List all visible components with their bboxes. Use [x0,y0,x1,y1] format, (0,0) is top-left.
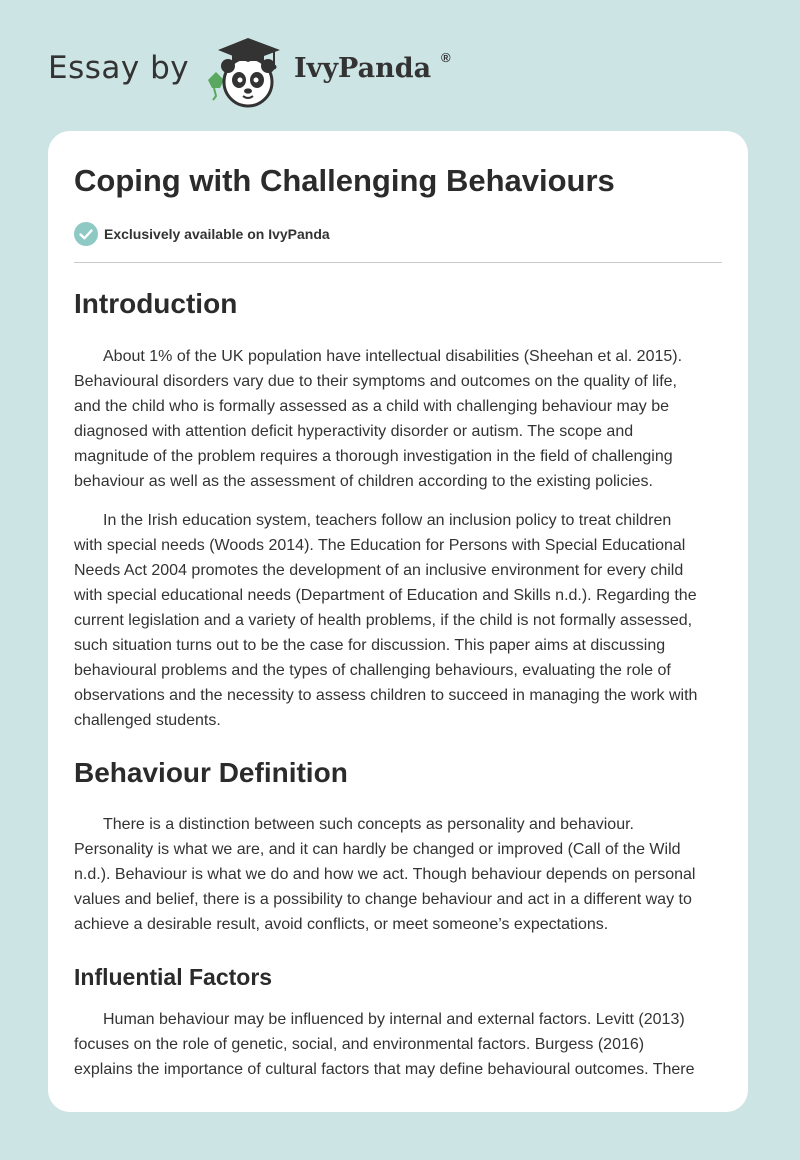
paragraph-line: and the child who is formally assessed as a child with challenging behaviour may be [74,398,669,415]
paragraph-line: with special needs (Woods 2014). The Education for Persons with Special Educational [74,537,686,554]
brand-prefix: Essay by [48,50,190,86]
paragraph-line: explains the importance of cultural factors that may define behavioural outcomes. There [74,1061,695,1078]
paragraph-line: current legislation and a variety of health problems, if the child is not formally assessed, [74,612,693,629]
paragraph-line: behaviour as well as the assessment of children according to the existing policies. [74,473,653,490]
paragraph-line: observations and the necessity to assess children to succeed in managing the work with [74,687,698,704]
paragraph-line: n.d.). Behaviour is what we do and how we act. Though behaviour depends on personal [74,866,696,883]
paragraph-line: Human behaviour may be influenced by internal and external factors. Levitt (2013) [103,1011,685,1028]
paragraph-line: magnitude of the problem requires a thorough investigation in the field of challenging [74,448,673,465]
brand-name[interactable]: IvyPanda [294,53,432,84]
paragraph-line: Personality is what we are, and it can hardly be changed or improved (Call of the Wild [74,841,681,858]
panda-graduate-logo-icon[interactable] [204,36,290,108]
paragraph-line: values and belief, there is a possibility to change behaviour and act in a different way to [74,891,692,908]
paragraph [74,344,726,494]
paragraph [74,1007,726,1082]
page-title: Coping with Challenging Behaviours [74,163,615,198]
section-heading-behaviour-definition: Behaviour Definition [74,757,348,788]
paragraph-line: Needs Act 2004 promotes the development of an inclusive environment for every child [74,562,684,579]
check-circle-icon [74,222,98,246]
section-heading-introduction: Introduction [74,288,238,319]
exclusive-label: Exclusively available on IvyPanda [104,226,330,242]
paragraph-line: achieve a desirable result, avoid conflicts, or meet someone’s expectations. [74,916,609,933]
paragraph-line: with special educational needs (Department of Education and Skills n.d.). Regarding the [74,587,697,604]
section-heading-influential-factors: Influential Factors [74,964,273,990]
paragraph-line: Behavioural disorders vary due to their symptoms and outcomes on the quality of life, [74,373,677,390]
paragraph-line: In the Irish education system, teachers follow an inclusion policy to treat children [103,512,672,529]
paragraph-line: focuses on the role of genetic, social, and environmental factors. Burgess (2016) [74,1036,645,1053]
essay-card [48,131,748,1112]
paragraph [74,508,726,733]
paragraph-line: challenged students. [74,712,221,729]
essay-body [74,286,726,1082]
paragraph-line: behavioural problems and the types of challenging behaviours, evaluating the role of [74,662,671,679]
registered-mark: ® [441,50,451,65]
divider [74,262,722,263]
paragraph-line: About 1% of the UK population have intellectual disabilities (Sheehan et al. 2015). [103,348,683,365]
paragraph-line: such situation turns out to be the case for discussion. This paper aims at discussing [74,637,666,654]
paragraph [74,812,726,937]
brand-header [48,36,468,108]
paragraph-line: diagnosed with attention deficit hyperactivity disorder or autism. The scope and [74,423,634,440]
paragraph-line: There is a distinction between such concepts as personality and behaviour. [103,816,634,833]
